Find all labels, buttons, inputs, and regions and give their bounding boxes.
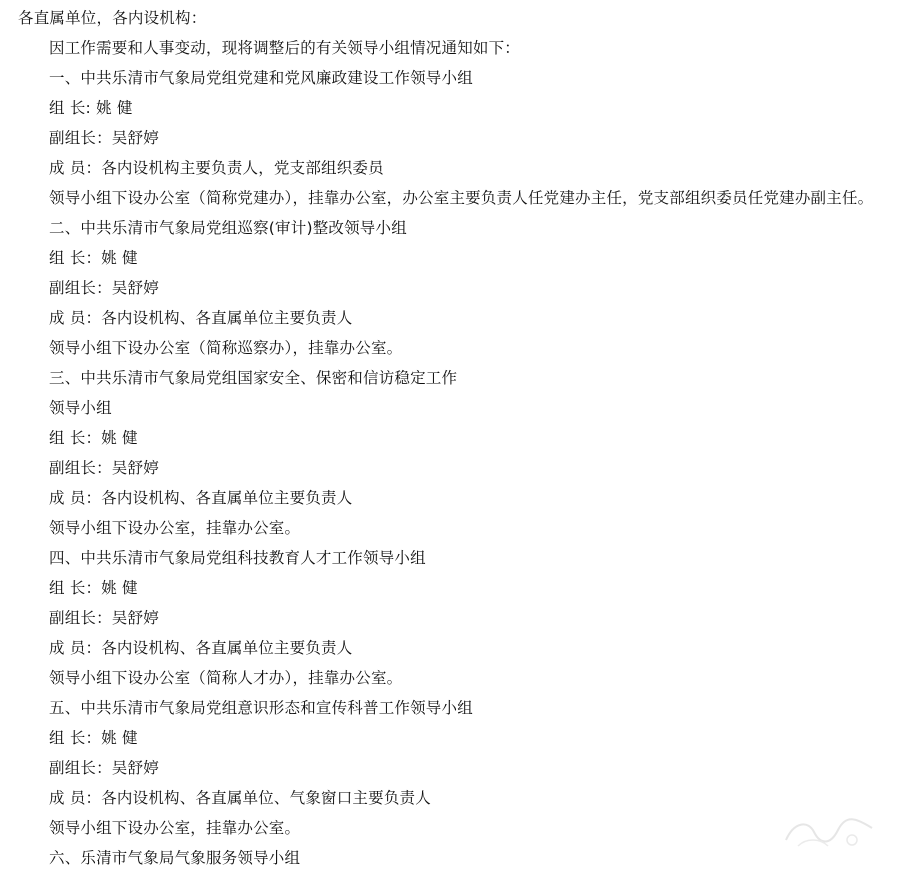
section-heading-2: 二、中共乐清市气象局党组巡察(审计)整改领导小组 [49,219,407,237]
group-leader: 组 长：姚 健 [49,729,138,747]
group-leader: 组 长：姚 健 [49,249,138,267]
salutation: 各直属单位，各内设机构： [18,9,207,27]
group-leader: 组 长：姚 健 [49,429,138,447]
office-note: 领导小组下设办公室（简称党建办），挂靠办公室，办公室主要负责人任党建办主任，党支部组织委员任党建办副主任。 [49,189,874,207]
office-note: 领导小组下设办公室，挂靠办公室。 [49,819,301,837]
group-leader: 组 长: 姚 健 [49,99,133,117]
members: 成 员：各内设机构主要负责人，党支部组织委员 [49,159,384,177]
deputy-leader: 副组长：吴舒婷 [49,129,159,147]
members: 成 员：各内设机构、各直属单位主要负责人 [49,309,353,327]
group-leader: 组 长：姚 健 [49,579,138,597]
deputy-leader: 副组长：吴舒婷 [49,279,159,297]
members: 成 员：各内设机构、各直属单位、气象窗口主要负责人 [49,789,431,807]
intro-paragraph: 因工作需要和人事变动，现将调整后的有关领导小组情况通知如下： [49,39,521,57]
watermark-logo-icon [780,812,880,856]
office-note: 领导小组下设办公室（简称巡察办），挂靠办公室。 [49,339,403,357]
section-heading-6: 六、乐清市气象局气象服务领导小组 [49,849,301,867]
section-heading-3-continued: 领导小组 [49,399,112,417]
office-note: 领导小组下设办公室（简称人才办），挂靠办公室。 [49,669,403,687]
deputy-leader: 副组长：吴舒婷 [49,609,159,627]
section-heading-5: 五、中共乐清市气象局党组意识形态和宣传科普工作领导小组 [49,699,473,717]
members: 成 员：各内设机构、各直属单位主要负责人 [49,489,353,507]
section-heading-1: 一、中共乐清市气象局党组党建和党风廉政建设工作领导小组 [49,69,473,87]
office-note: 领导小组下设办公室，挂靠办公室。 [49,519,301,537]
deputy-leader: 副组长：吴舒婷 [49,459,159,477]
section-heading-4: 四、中共乐清市气象局党组科技教育人才工作领导小组 [49,549,426,567]
deputy-leader: 副组长：吴舒婷 [49,759,159,777]
members: 成 员：各内设机构、各直属单位主要负责人 [49,639,353,657]
section-heading-3: 三、中共乐清市气象局党组国家安全、保密和信访稳定工作 [49,369,458,387]
